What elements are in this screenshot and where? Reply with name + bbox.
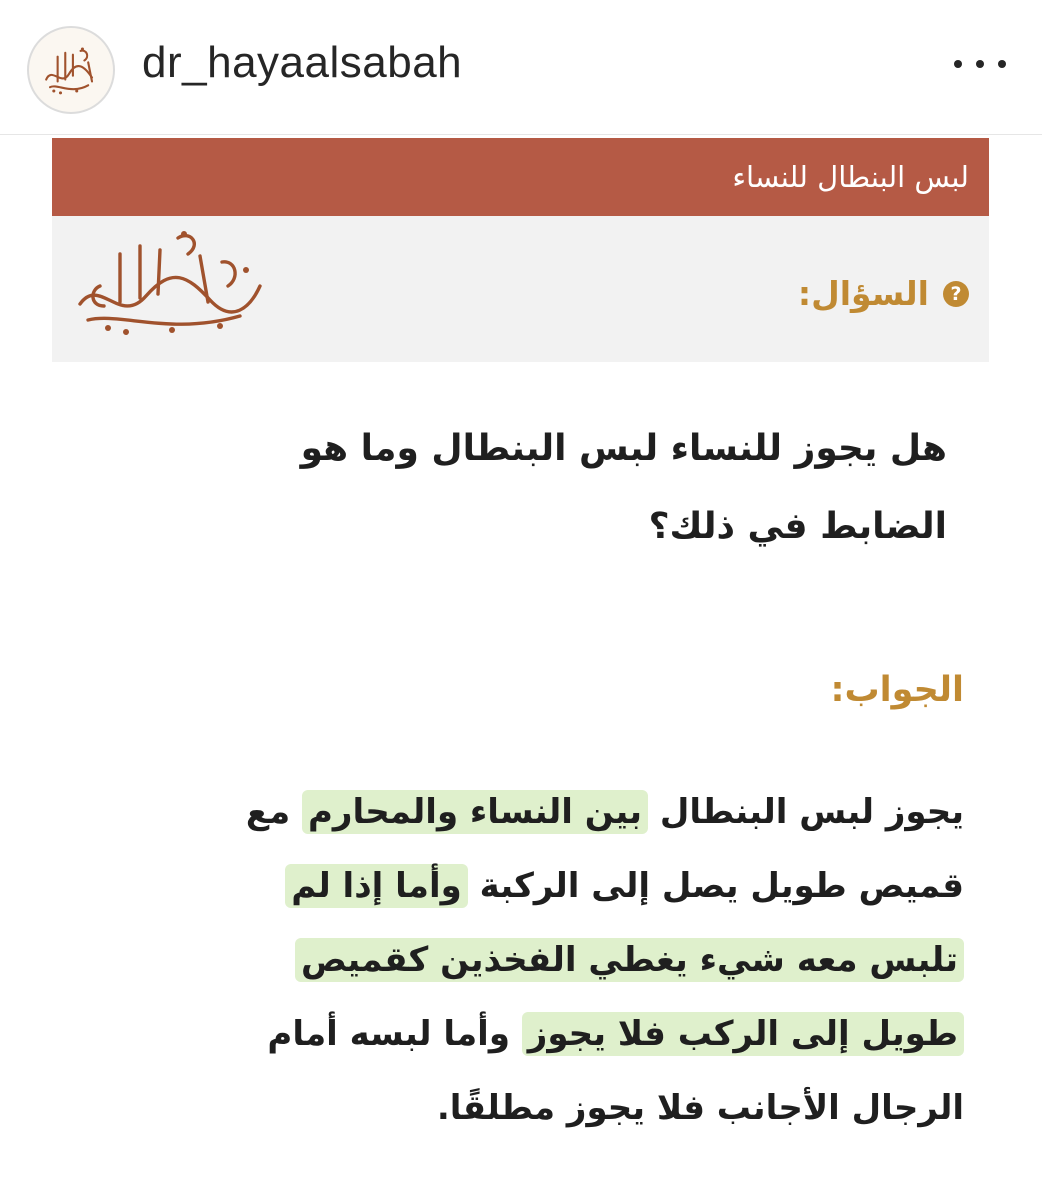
calligraphy-logo-icon — [29, 28, 113, 112]
calligraphy-signature-icon — [60, 216, 275, 356]
answer-line — [154, 1071, 964, 1145]
question-circle-icon: ? — [943, 281, 969, 307]
dot — [954, 60, 962, 68]
answer-text — [154, 775, 964, 1145]
answer-highlight: تلبس معه شيء يغطي الفخذين كقميص — [295, 938, 964, 982]
answer-line — [154, 997, 964, 1071]
profile-avatar[interactable] — [27, 26, 115, 114]
article-title: لبس البنطال للنساء — [732, 160, 969, 194]
username[interactable]: dr_hayaalsabah — [142, 38, 463, 87]
article-title-bar — [52, 138, 989, 216]
dot — [998, 60, 1006, 68]
answer-line — [154, 775, 964, 849]
answer-line — [154, 923, 964, 997]
question-text — [187, 410, 947, 566]
question-label — [798, 274, 969, 313]
answer-line — [154, 849, 964, 923]
answer-highlight: بين النساء والمحارم — [302, 790, 648, 834]
answer-segment: قميص طويل يصل إلى الركبة — [467, 866, 964, 906]
answer-segment: وأما لبسه أمام — [267, 1014, 522, 1054]
answer-segment: مع — [245, 792, 302, 832]
answer-highlight: وأما إذا لم — [285, 864, 467, 908]
calligraphy-logo — [60, 216, 275, 356]
post-image[interactable] — [0, 135, 1042, 1200]
question-label-text: السؤال: — [797, 274, 929, 313]
question-panel — [52, 216, 989, 362]
dot — [976, 60, 984, 68]
question-line: هل يجوز للنساء لبس البنطال وما هو — [300, 428, 947, 469]
answer-segment: الرجال الأجانب فلا يجوز مطلقًا. — [436, 1088, 964, 1128]
question-line: الضابط في ذلك؟ — [648, 506, 947, 547]
answer-label: الجواب: — [830, 670, 964, 710]
answer-highlight: طويل إلى الركب فلا يجوز — [522, 1012, 964, 1056]
more-options-icon[interactable] — [954, 48, 1006, 80]
post-header — [0, 0, 1042, 135]
answer-segment: يجوز لبس البنطال — [648, 792, 964, 832]
